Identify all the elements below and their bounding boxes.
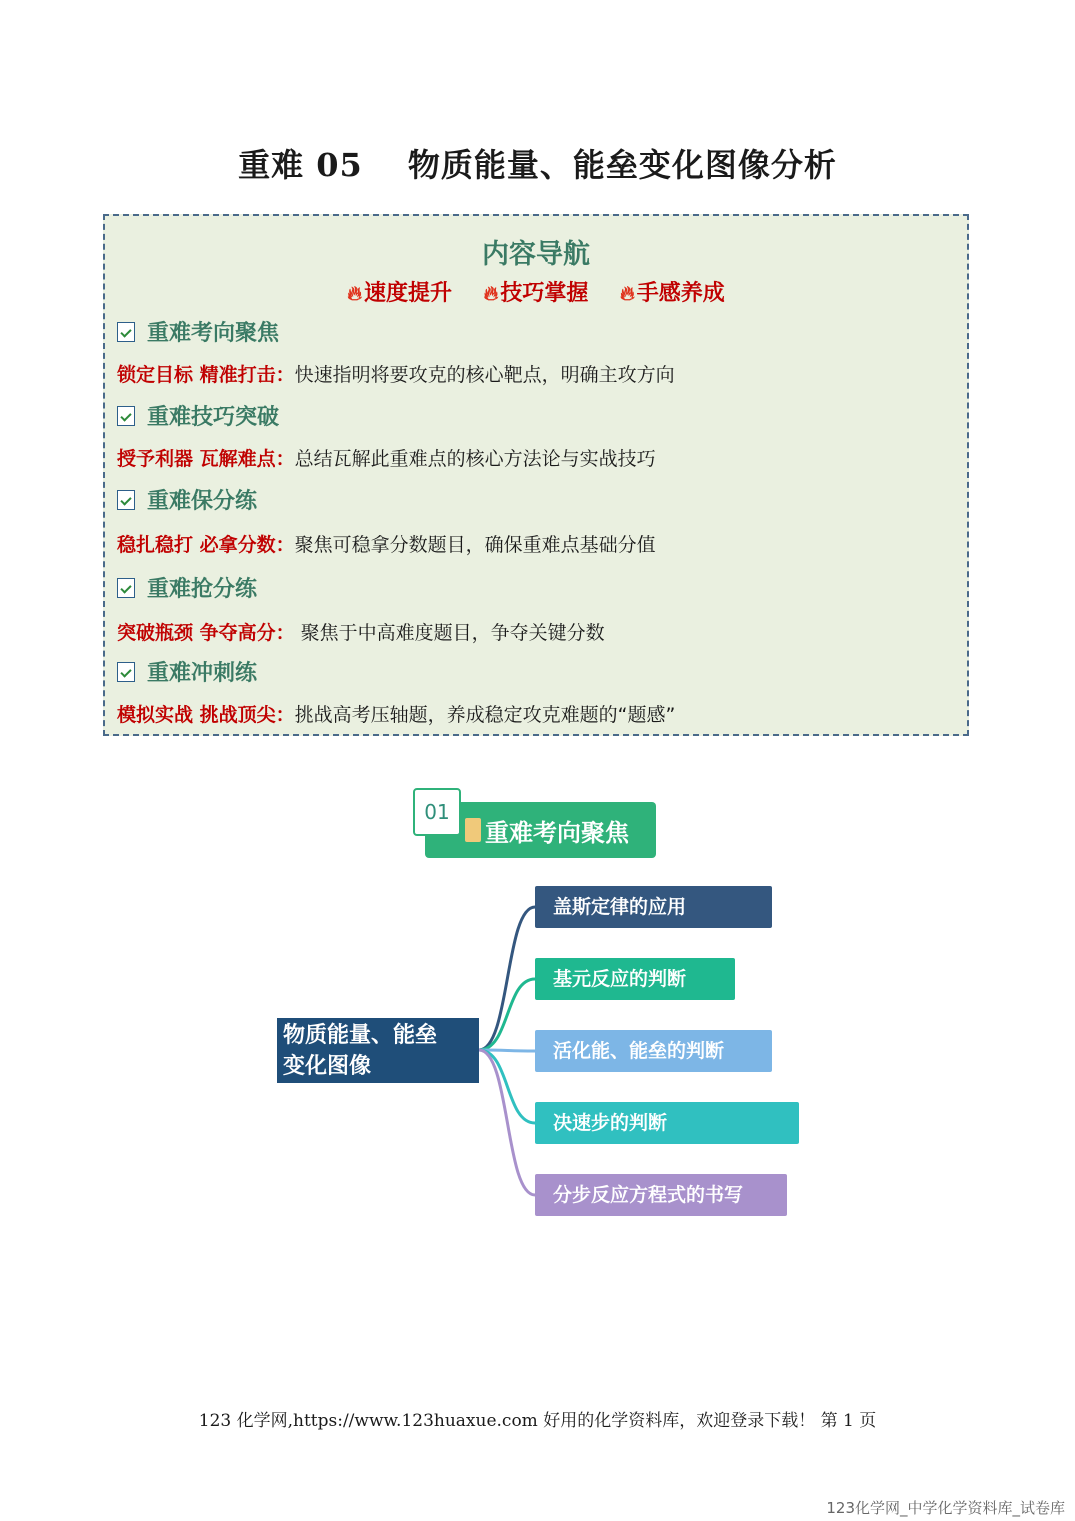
document-title: 重难 05 物质能量、能垒变化图像分析 [238, 146, 837, 184]
section-description: 授予利器 瓦解难点：总结瓦解此重难点的核心方法论与实战技巧 [117, 448, 656, 470]
nav-tag: 🔥︎技巧掌握 [483, 281, 589, 306]
connector-line [479, 907, 535, 1050]
flame-icon: 🔥︎ [347, 281, 362, 305]
watermark-text: 123化学网_中学化学资料库_试卷库 [826, 1499, 1065, 1517]
badge-number: 01 [413, 788, 461, 836]
section-heading: 重难保分练 [117, 484, 257, 515]
mindmap-branch: 基元反应的判断 [535, 958, 735, 1000]
nav-tag: 🔥︎手感养成 [620, 281, 725, 306]
section-description: 突破瓶颈 争夺高分： 聚焦于中高难度题目，争夺关键分数 [117, 622, 605, 644]
connector-line [479, 1050, 535, 1195]
nav-title: 内容导航 [482, 239, 590, 270]
flame-icon: 🔥︎ [620, 281, 635, 305]
mindmap-branch: 盖斯定律的应用 [535, 886, 772, 928]
mindmap-branch: 分步反应方程式的书写 [535, 1174, 787, 1216]
section-description: 模拟实战 挑战顶尖：挑战高考压轴题，养成稳定攻克难题的“题感” [117, 704, 676, 726]
connector-line [479, 979, 535, 1050]
section-heading: 重难冲刺练 [117, 656, 257, 687]
nav-tag: 🔥︎速度提升 [347, 281, 452, 306]
page-footer: 123 化学网,https://www.123huaxue.com 好用的化学资料库，欢迎登录下载！ 第 1 页 [198, 1411, 877, 1431]
badge-square-icon [465, 818, 481, 842]
badge-label: 重难考向聚焦 [485, 819, 629, 847]
section-description: 稳扎稳打 必拿分数：聚焦可稳拿分数题目，确保重难点基础分值 [117, 534, 656, 556]
mindmap-branch: 决速步的判断 [535, 1102, 799, 1144]
mindmap-root-node: 物质能量、能垒 变化图像 [277, 1018, 479, 1083]
section-heading: 重难考向聚焦 [117, 316, 279, 347]
section-heading: 重难抢分练 [117, 572, 257, 603]
section-description: 锁定目标 精准打击：快速指明将要攻克的核心靶点，明确主攻方向 [117, 364, 675, 386]
flame-icon: 🔥︎ [483, 281, 499, 305]
section-heading: 重难技巧突破 [117, 400, 279, 431]
mindmap-branch: 活化能、能垒的判断 [535, 1030, 772, 1072]
